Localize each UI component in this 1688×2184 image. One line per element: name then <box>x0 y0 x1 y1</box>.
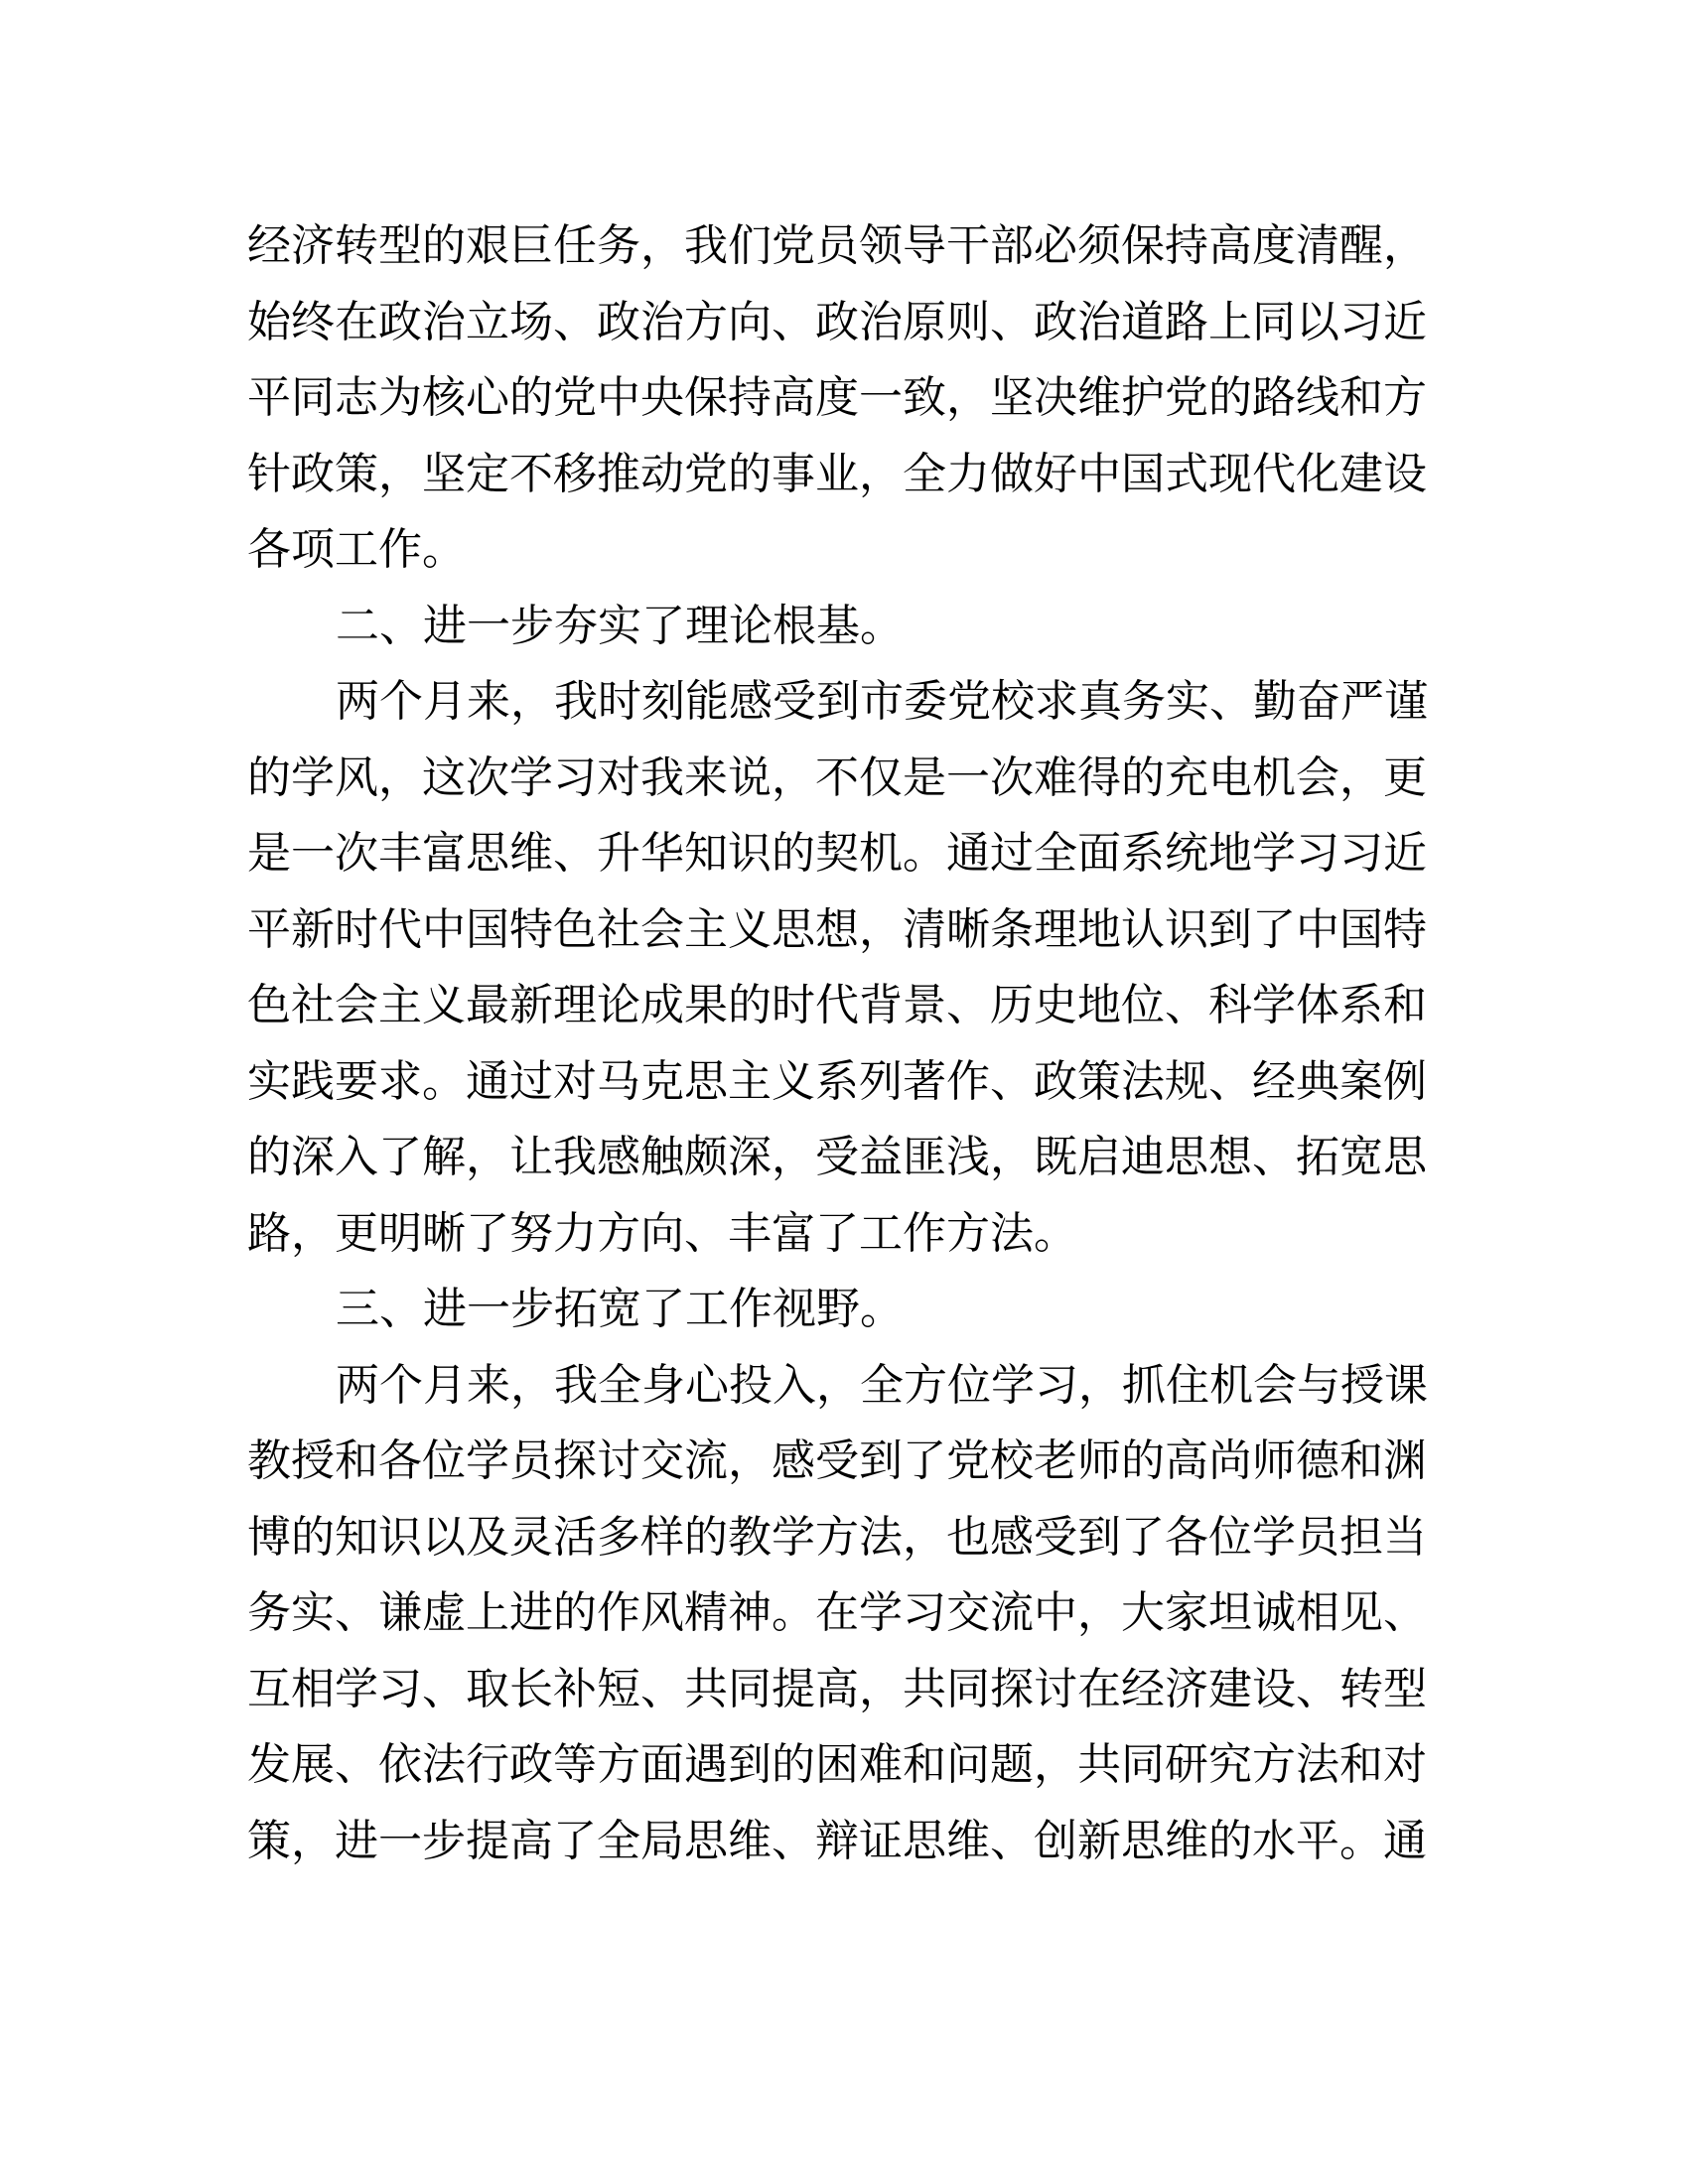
document-body <box>247 208 1449 1879</box>
text-line: 务实、谦虚上进的作风精神。在学习交流中，大家坦诚相见、 <box>247 1587 1427 1638</box>
paragraph-continued <box>247 208 1449 589</box>
text-line: 色社会主义最新理论成果的时代背景、历史地位、科学体系和 <box>247 980 1427 1030</box>
text-line: 的学风，这次学习对我来说，不仅是一次难得的充电机会，更 <box>247 751 1427 803</box>
text-line: 针政策，坚定不移推动党的事业，全力做好中国式现代化建设 <box>247 448 1427 499</box>
text-line: 两个月来，我全身心投入，全方位学习，抓住机会与授课 <box>336 1359 1428 1411</box>
text-line: 的深入了解，让我感触颇深，受益匪浅，既启迪思想、拓宽思 <box>247 1132 1427 1182</box>
text-line: 实践要求。通过对马克思主义系列著作、政策法规、经典案例 <box>247 1055 1427 1107</box>
text-line: 各项工作。 <box>247 524 466 575</box>
text-line: 平新时代中国特色社会主义思想，清晰条理地认识到了中国特 <box>247 903 1427 955</box>
section-three-paragraph <box>247 1348 1449 1880</box>
text-line: 两个月来，我时刻能感受到市委党校求真务实、勤奋严谨 <box>336 676 1428 727</box>
text-line: 互相学习、取长补短、共同提高，共同探讨在经济建设、转型 <box>247 1663 1427 1714</box>
text-line: 平同志为核心的党中央保持高度一致，坚决维护党的路线和方 <box>247 372 1427 423</box>
section-three-heading: 三、进一步拓宽了工作视野。 <box>336 1284 904 1334</box>
section-two-heading: 二、进一步夯实了理论根基。 <box>336 600 904 651</box>
text-line: 发展、依法行政等方面遇到的困难和问题，共同研究方法和对 <box>247 1739 1427 1790</box>
text-line: 是一次丰富思维、升华知识的契机。通过全面系统地学习习近 <box>247 828 1427 879</box>
text-line: 始终在政治立场、政治方向、政治原则、政治道路上同以习近 <box>247 296 1427 347</box>
text-line: 经济转型的艰巨任务，我们党员领导干部必须保持高度清醒， <box>247 220 1427 271</box>
text-line: 路，更明晰了努力方向、丰富了工作方法。 <box>247 1207 1077 1259</box>
text-line: 教授和各位学员探讨交流，感受到了党校老师的高尚师德和渊 <box>247 1435 1427 1486</box>
section-two-paragraph <box>247 664 1449 1272</box>
text-line: 策，进一步提高了全局思维、辩证思维、创新思维的水平。通 <box>247 1815 1427 1866</box>
text-line: 博的知识以及灵活多样的教学方法，也感受到了各位学员担当 <box>247 1511 1427 1563</box>
